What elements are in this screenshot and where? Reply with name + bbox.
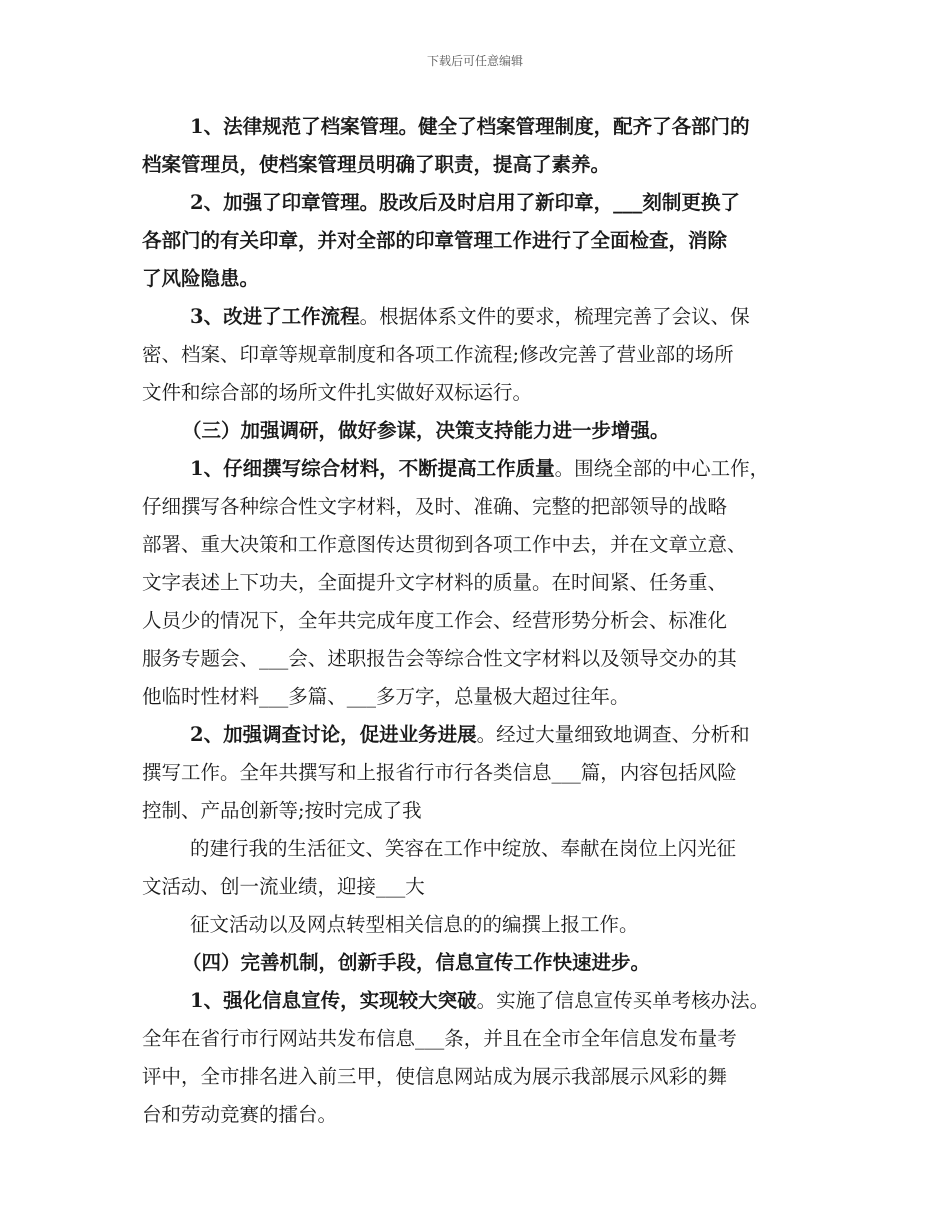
paragraph-line — [142, 1058, 822, 1096]
body-text: 人员少的情况下，全年共完成年度工作会、经营形势分析会、标准化 — [142, 609, 728, 632]
paragraph-line — [142, 488, 822, 526]
paragraph-line — [142, 450, 822, 488]
bold-heading-text: （三）加强调研，做好参谋，决策支持能力进一步增强。 — [182, 419, 670, 442]
paragraph-line — [142, 412, 822, 450]
paragraph-line — [142, 944, 822, 982]
paragraph-line — [142, 374, 822, 412]
body-text: 文件和综合部的场所文件扎实做好双标运行。 — [142, 381, 533, 404]
bold-heading-text: 1、强化信息宣传，实现较大突破 — [190, 989, 477, 1012]
bold-heading-text: 3、改进了工作流程 — [190, 305, 360, 328]
body-text: 密、档案、印章等规章制度和各项工作流程;修改完善了营业部的场所 — [142, 343, 734, 366]
paragraph-line — [142, 640, 822, 678]
bold-heading-text: 2、加强了印章管理。股改后及时启用了新印章，___刻制更换了 — [190, 191, 740, 214]
paragraph-line — [142, 602, 822, 640]
paragraph-line — [142, 830, 822, 868]
bold-heading-text: 各部门的有关印章，并对全部的印章管理工作进行了全面检查，消除 — [142, 229, 728, 252]
bold-heading-text: 1、仔细撰写综合材料，不断提高工作质量 — [190, 457, 555, 480]
bold-heading-text: 了风险隐患。 — [142, 267, 260, 290]
body-text: 征文活动以及网点转型相关信息的的编撰上报工作。 — [190, 913, 639, 936]
body-text: 文字表述上下功夫，全面提升文字材料的质量。在时间紧、任务重、 — [142, 571, 728, 594]
paragraph-line — [142, 222, 822, 260]
body-text: 控制、产品创新等;按时完成了我 — [142, 799, 422, 822]
paragraph-line — [142, 678, 822, 716]
body-text: 服务专题会、___会、述职报告会等综合性文字材料以及领导交办的其 — [142, 647, 737, 670]
paragraph-line — [142, 754, 822, 792]
paragraph-line — [142, 260, 822, 298]
body-text: 台和劳动竞赛的擂台。 — [142, 1103, 338, 1126]
paragraph-line — [142, 868, 822, 906]
paragraph-line — [142, 146, 822, 184]
bold-heading-text: 1、法律规范了档案管理。健全了档案管理制度，配齐了各部门的 — [190, 115, 750, 138]
paragraph-line — [142, 716, 822, 754]
body-text: 他临时性材料___多篇、___多万字，总量极大超过往年。 — [142, 685, 630, 708]
page-header: 下载后可任意编辑 — [426, 54, 523, 68]
paragraph-line — [142, 108, 822, 146]
paragraph-line — [142, 1096, 822, 1134]
body-text: 的建行我的生活征文、笑容在工作中绽放、奉献在岗位上闪光征 — [190, 837, 737, 860]
paragraph-line — [142, 982, 822, 1020]
paragraph-line — [142, 298, 822, 336]
body-text: 撰写工作。全年共撰写和上报省行市行各类信息___篇，内容包括风险 — [142, 761, 737, 784]
bold-heading-text: （四）完善机制，创新手段，信息宣传工作快速进步。 — [182, 951, 651, 974]
body-text: 部署、重大决策和工作意图传达贯彻到各项工作中去，并在文章立意、 — [142, 533, 747, 556]
paragraph-line — [142, 564, 822, 602]
paragraph-line — [142, 526, 822, 564]
paragraph-line — [142, 184, 822, 222]
body-text: 。实施了信息宣传买单考核办法。 — [476, 989, 770, 1012]
body-text: 。根据体系文件的要求，梳理完善了会议、保 — [359, 305, 750, 328]
document-body — [142, 108, 822, 1134]
bold-heading-text: 2、加强调查讨论，促进业务进展 — [190, 723, 477, 746]
body-text: 全年在省行市行网站共发布信息___条，并且在全市全年信息发布量考 — [142, 1027, 737, 1050]
body-text: 评中，全市排名进入前三甲，使信息网站成为展示我部展示风彩的舞 — [142, 1065, 728, 1088]
paragraph-line — [142, 336, 822, 374]
paragraph-line — [142, 792, 822, 830]
paragraph-line — [142, 1020, 822, 1058]
body-text: 。经过大量细致地调查、分析和 — [476, 723, 750, 746]
paragraph-line — [142, 906, 822, 944]
bold-heading-text: 档案管理员，使档案管理员明确了职责，提高了素养。 — [142, 153, 611, 176]
body-text: 仔细撰写各种综合性文字材料，及时、准确、完整的把部领导的战略 — [142, 495, 728, 518]
body-text: 。围绕全部的中心工作， — [554, 457, 770, 480]
body-text: 文活动、创一流业绩，迎接___大 — [142, 875, 425, 898]
